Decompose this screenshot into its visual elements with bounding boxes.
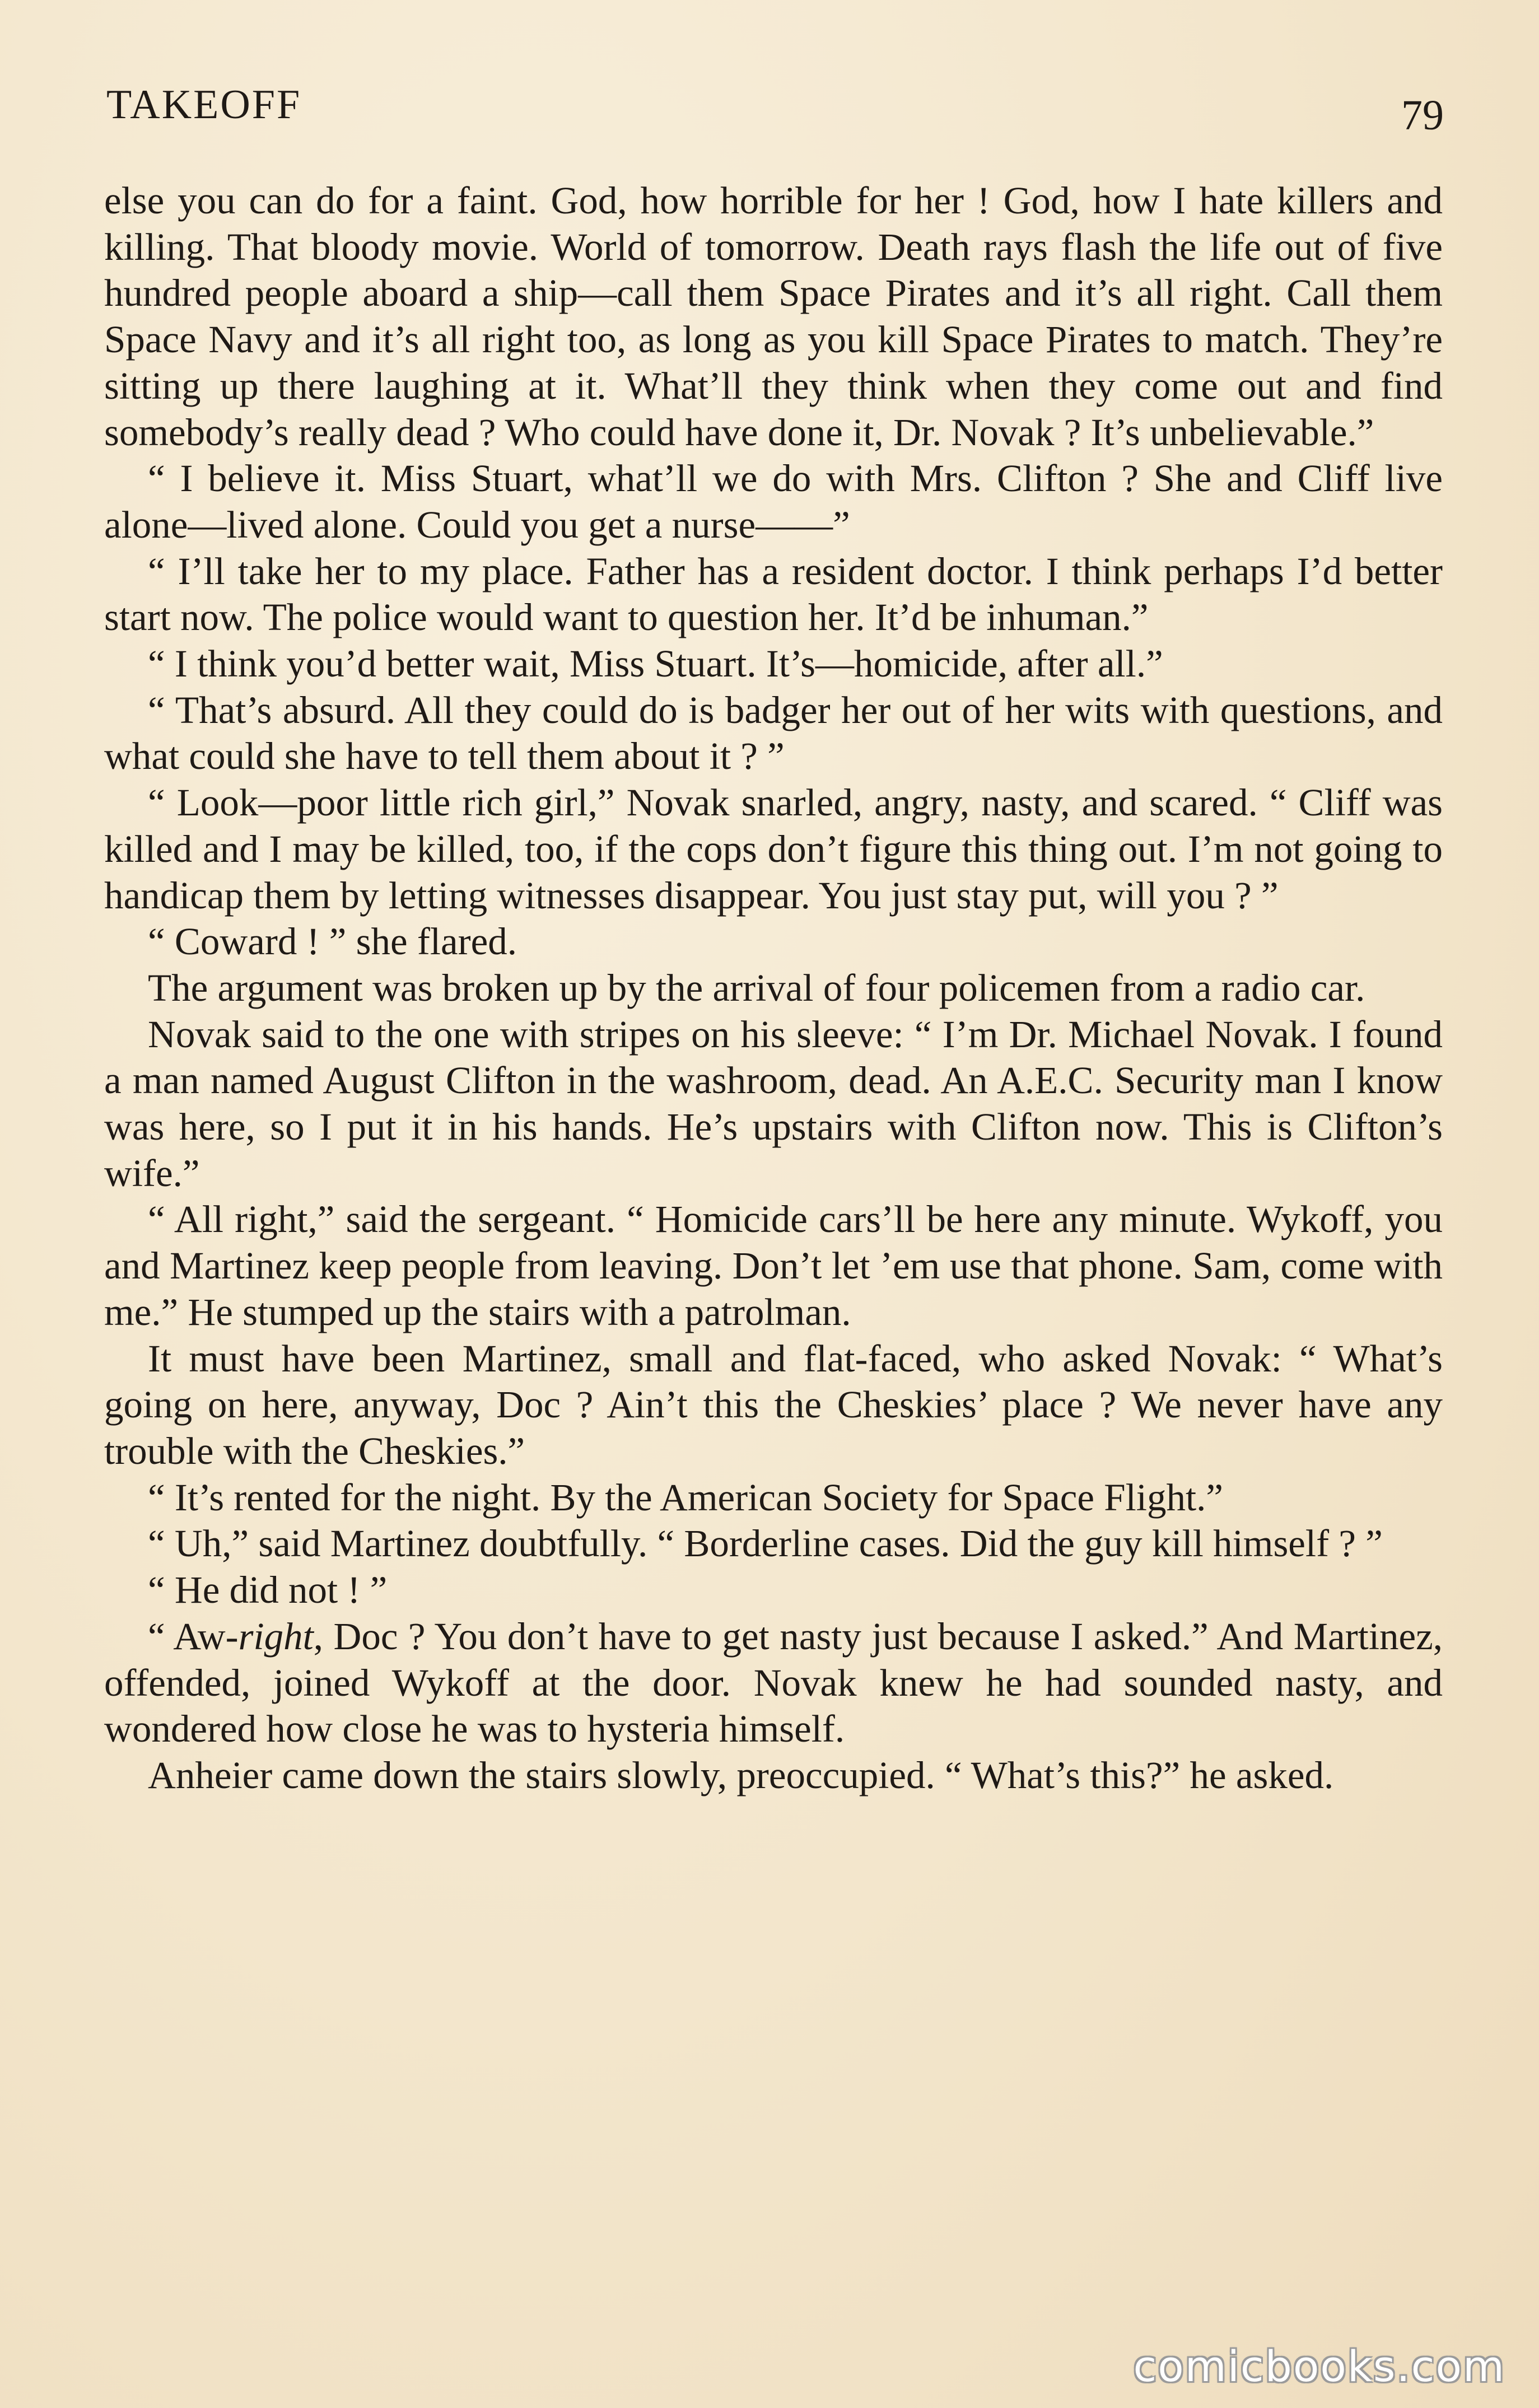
paragraph: Novak said to the one with stripes on his sleeve: “ I’m Dr. Michael Novak. I found a man named August Clifton in the washroom, dead. An A.E.C. Security man I know was here, so I put it in his hands. He’s upstairs with Clifton now. This is Clifton’s wife.”	[104, 1012, 1443, 1194]
paragraph: It must have been Martinez, small and flat-faced, who asked Novak: “ What’s going on here, anyway, Doc ? Ain’t this the Cheskies’ place ? We never have any trouble with the Cheskies.”	[104, 1337, 1443, 1472]
paragraph: “ All right,” said the sergeant. “ Homicide cars’ll be here any minute. Wykoff, you and Martinez keep people from leaving. Don’t let ’em use that phone. Sam, come with me.” He stumped up the stairs with a patrolman.	[104, 1198, 1443, 1333]
paragraph	[104, 1613, 1443, 1752]
paragraph: “ Coward ! ” she flared.	[148, 920, 517, 963]
body-text	[104, 178, 1443, 1799]
paragraph: “ I think you’d better wait, Miss Stuart. It’s—homicide, after all.”	[148, 642, 1163, 685]
paragraph: Anheier came down the stairs slowly, preoccupied. “ What’s this?” he asked.	[148, 1753, 1334, 1796]
paragraph-text: “ Aw-	[148, 1614, 239, 1658]
paragraph: “ I’ll take her to my place. Father has a resident doctor. I think perhaps I’d better start now. The police would want to question her. It’d be inhuman.”	[104, 549, 1443, 639]
paragraph: The argument was broken up by the arrival of four policemen from a radio car.	[148, 966, 1365, 1009]
paragraph: “ Uh,” said Martinez doubtfully. “ Borderline cases. Did the guy kill himself ? ”	[148, 1522, 1383, 1565]
paragraph: “ That’s absurd. All they could do is badger her out of her wits with questions, and what could she have to tell them about it ? ”	[104, 688, 1443, 778]
italic-text: right	[238, 1614, 314, 1658]
paragraph: “ He did not ! ”	[148, 1569, 388, 1612]
paragraph: else you can do for a faint. God, how horrible for her ! God, how I hate killers and killing. That bloody movie. World of tomorrow. Death rays flash the life out of five hundred people aboard a ship—call them Space Pirates and it’s all right. Call them Space Navy and it’s all right too, as long as you kill Space Pirates to match. They’re sitting up there laughing at it. What’ll they think when they come out and find somebody’s really dead ? Who could have done it, Dr. Novak ? It’s unbelievable.”	[104, 179, 1443, 454]
watermark-logo: comicbooks.com	[1133, 2341, 1505, 2391]
paragraph-text: , Doc ? You don’t have to get nasty just because I asked.” And Martinez, offended, joined Wykoff at the door. Novak knew he had sounded nasty, and wondered how close he was to hysteria himself.	[104, 1614, 1443, 1751]
paragraph: “ Look—poor little rich girl,” Novak snarled, angry, nasty, and scared. “ Cliff was killed and I may be killed, too, if the cops don’t figure this thing out. I’m not going to handicap them by letting witnesses disappear. You just stay put, will you ? ”	[104, 781, 1443, 917]
paragraph: “ I believe it. Miss Stuart, what’ll we do with Mrs. Clifton ? She and Cliff live alone—lived alone. Could you get a nurse——”	[104, 457, 1443, 546]
paragraph: “ It’s rented for the night. By the American Society for Space Flight.”	[148, 1476, 1224, 1519]
running-head: TAKEOFF	[106, 82, 302, 128]
page-number: 79	[1401, 92, 1444, 139]
